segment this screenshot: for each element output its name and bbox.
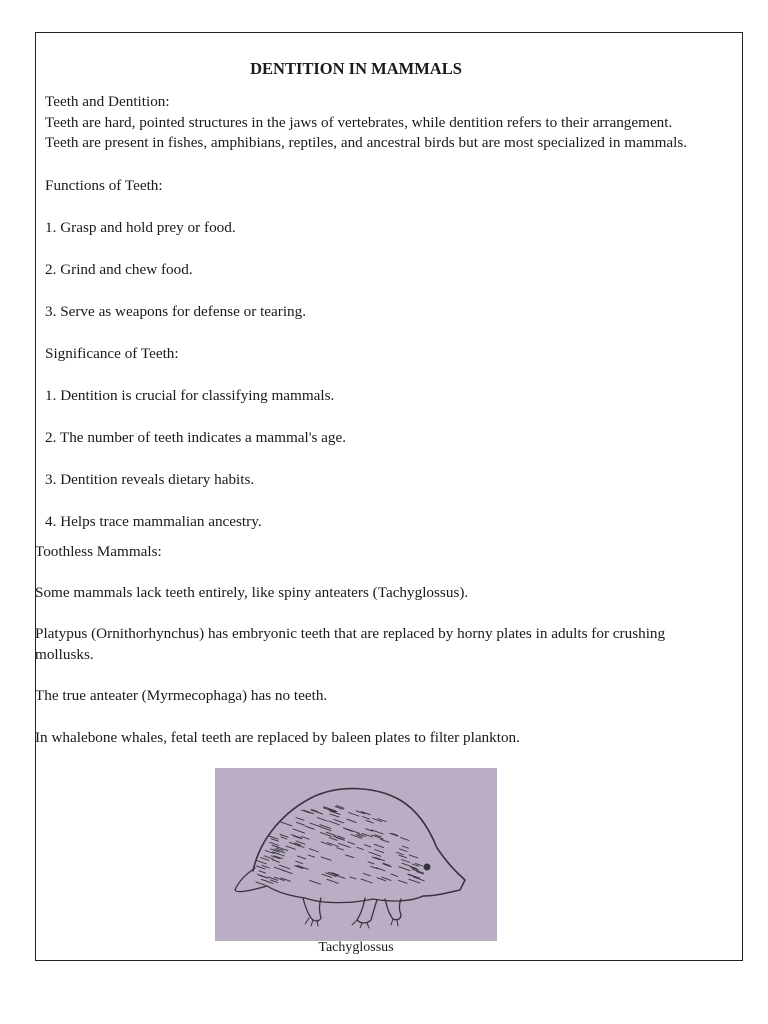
list-item: 3. Serve as weapons for defense or tearing. [45, 303, 307, 320]
section-heading-toothless-mammals: Toothless Mammals: [35, 543, 162, 560]
list-item: 3. Dentition reveals dietary habits. [45, 471, 255, 488]
list-item: 1. Grasp and hold prey or food. [45, 219, 236, 236]
paragraph-line: In whalebone whales, fetal teeth are replaced by baleen plates to filter plankton. [35, 729, 520, 746]
list-item: 1. Dentition is crucial for classifying mammals. [45, 387, 335, 404]
figure-caption: Tachyglossus [318, 940, 394, 955]
paragraph-line: Some mammals lack teeth entirely, like spiny anteaters (Tachyglossus). [35, 584, 469, 601]
list-item: 4. Helps trace mammalian ancestry. [45, 513, 262, 530]
echidna-sketch-icon [215, 768, 497, 941]
list-item: 2. The number of teeth indicates a mammal's age. [45, 429, 347, 446]
section-heading-functions: Functions of Teeth: [45, 177, 163, 194]
section-heading-significance: Significance of Teeth: [45, 345, 179, 362]
paragraph-line: Teeth are present in fishes, amphibians, reptiles, and ancestral birds but are most specialized in mammals. [45, 134, 688, 151]
paragraph-line: Teeth are hard, pointed structures in the jaws of vertebrates, while dentition refers to their arrangement. [45, 114, 673, 131]
paragraph-line: The true anteater (Myrmecophaga) has no teeth. [35, 687, 328, 704]
paragraph-line: Platypus (Ornithorhynchus) has embryonic teeth that are replaced by horny plates in adults for crushing [35, 625, 666, 642]
document-title: DENTITION IN MAMMALS [250, 59, 462, 78]
paragraph-line: mollusks. [35, 646, 94, 663]
list-item: 2. Grind and chew food. [45, 261, 193, 278]
section-heading-teeth-and-dentition: Teeth and Dentition: [45, 93, 170, 110]
